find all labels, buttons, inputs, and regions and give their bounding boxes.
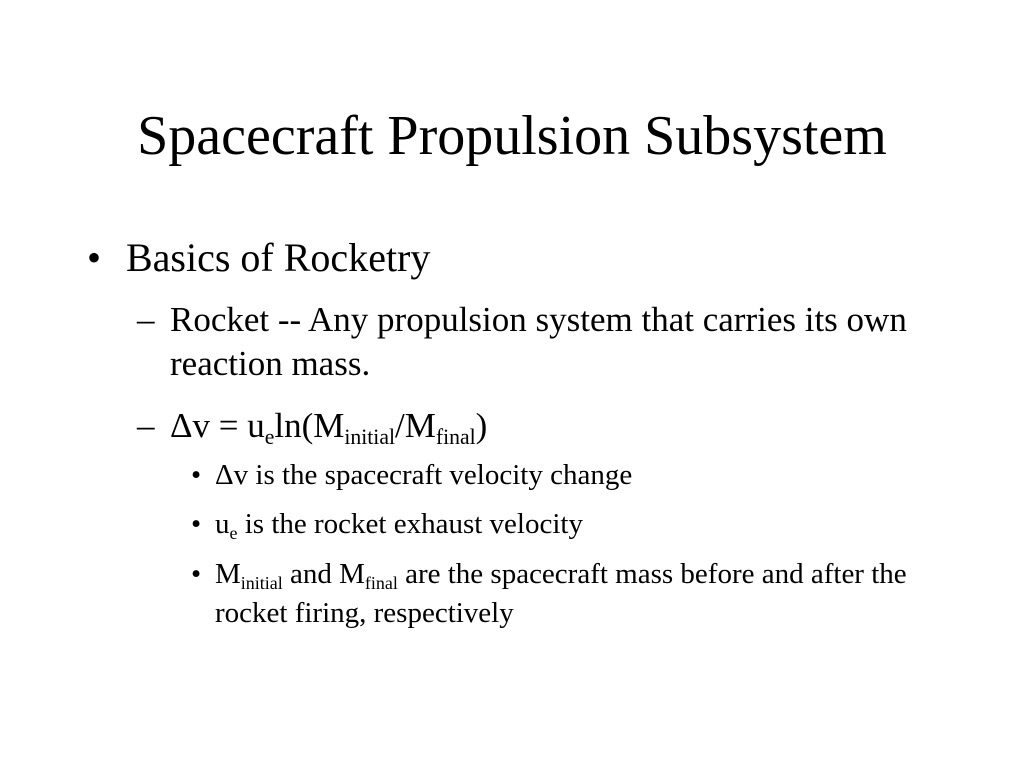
- equation-lhs: Δv = u: [170, 406, 265, 445]
- m-initial-subscript: initial: [344, 424, 395, 449]
- sub-sub-bullet-delta-v: [191, 456, 951, 495]
- dash-icon: –: [137, 300, 155, 339]
- m-initial-base: M: [215, 558, 241, 590]
- and-m: and M: [282, 558, 365, 590]
- dash-icon: –: [137, 406, 155, 445]
- bullet-dot-icon: •: [87, 235, 102, 280]
- sub-sub-bullet-ue: [191, 505, 951, 544]
- slide-title: Spacecraft Propulsion Subsystem: [137, 105, 887, 167]
- sub-sub-bullet-text: [215, 505, 951, 544]
- ue-subscript: e: [264, 424, 275, 449]
- bullet-dot-icon: •: [191, 558, 202, 590]
- equation-ln: ln(M: [274, 406, 345, 445]
- m-initial-subscript: initial: [240, 572, 283, 593]
- mass-rest: are the spacecraft mass before and after the rocket firing, respectively: [215, 558, 907, 629]
- sub-bullet-rocket-definition: [137, 298, 947, 386]
- ue-rest: is the rocket exhaust velocity: [237, 508, 583, 540]
- equation-slash-m: /M: [395, 406, 436, 445]
- sub-bullet-text: Rocket -- Any propulsion system that carries its own reaction mass.: [170, 300, 907, 383]
- bullet-text: Basics of Rocketry: [126, 235, 431, 280]
- sub-bullet-rocket-equation: [137, 404, 947, 448]
- ue-subscript: e: [229, 522, 238, 543]
- bullet-dot-icon: •: [191, 459, 202, 491]
- equation-close: ): [475, 406, 488, 445]
- m-final-subscript: final: [364, 572, 398, 593]
- sub-sub-bullet-masses: [191, 555, 951, 633]
- sub-sub-bullet-text: [215, 555, 951, 633]
- ue-base: u: [215, 508, 230, 540]
- bullet-dot-icon: •: [191, 508, 202, 540]
- m-final-subscript: final: [435, 424, 476, 449]
- rocket-equation: [170, 404, 947, 448]
- sub-sub-bullet-text: Δv is the spacecraft velocity change: [215, 459, 633, 491]
